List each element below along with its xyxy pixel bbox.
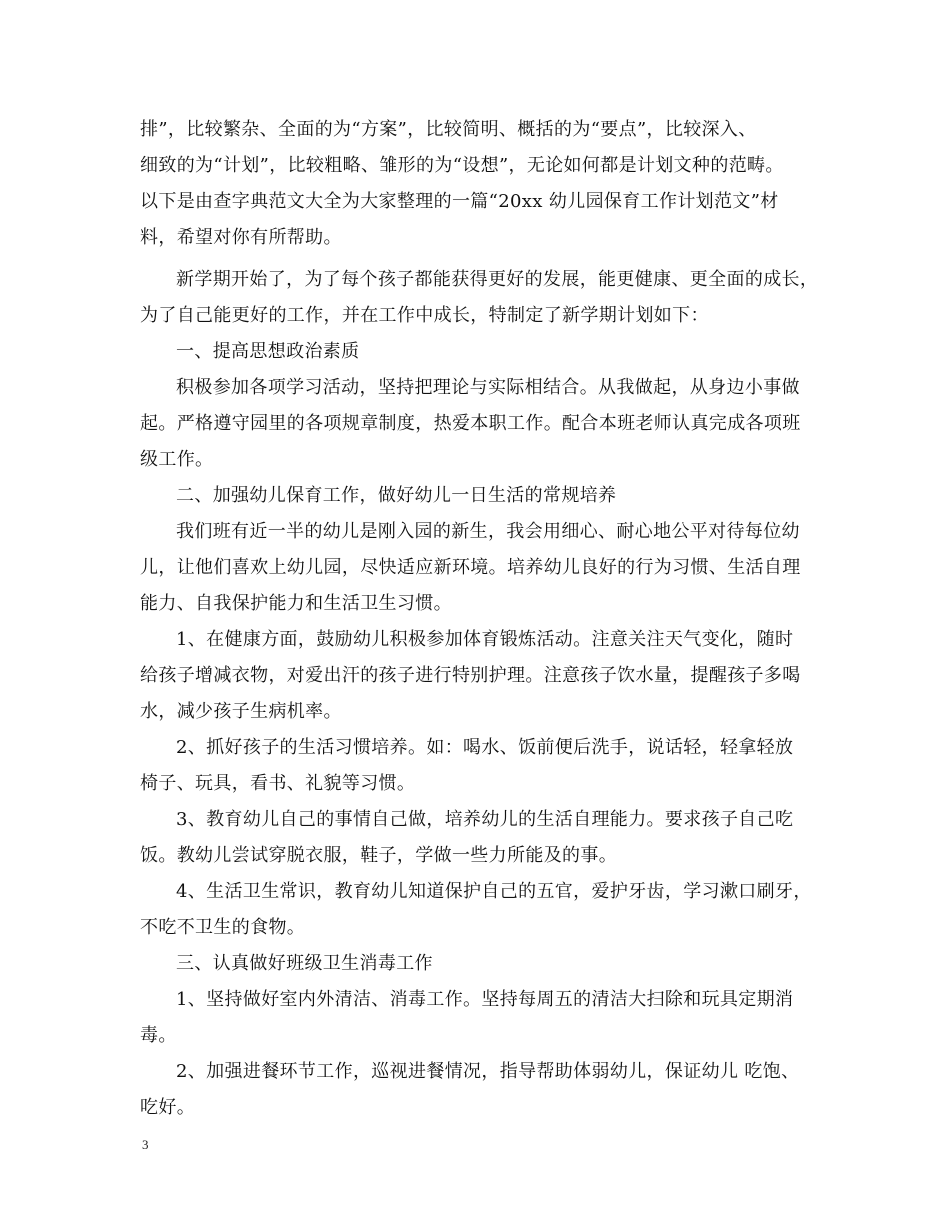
text-line: 给孩子增减衣物，对爱出汗的孩子进行特别护理。注意孩子饮水量，提醒孩子多喝	[140, 665, 801, 686]
text-line: 细致的为“计划”，比较粗略、雏形的为“设想”，无论如何都是计划文种的范畴。	[140, 155, 784, 176]
text-line: 我们班有近一半的幼儿是刚入园的新生，我会用细心、耐心地公平对待每位幼	[176, 521, 800, 542]
text-line: 吃好。	[140, 1097, 196, 1118]
body-text	[140, 112, 820, 1126]
section-heading: 二、加强幼儿保育工作，做好幼儿一日生活的常规培养	[176, 485, 617, 506]
section-heading: 一、提高思想政治素质	[176, 341, 360, 362]
text-line: 以下是由查字典范文大全为大家整理的一篇“20xx 幼儿园保育工作计划范文”材	[140, 191, 779, 212]
text-line: 水，减少孩子生病机率。	[140, 701, 342, 722]
text-line: 毒。	[140, 1025, 177, 1046]
text-line: 为了自己能更好的工作，并在工作中成长，特制定了新学期计划如下：	[140, 305, 709, 326]
text-line: 1、坚持做好室内外清洁、消毒工作。坚持每周五的清洁大扫除和玩具定期消	[176, 989, 794, 1010]
text-line: 4、生活卫生常识，教育幼儿知道保护自己的五官，爱护牙齿，学习漱口刷牙，	[176, 881, 812, 902]
text-line: 积极参加各项学习活动，坚持把理论与实际相结合。从我做起，从身边小事做	[176, 377, 800, 398]
text-line: 料，希望对你有所帮助。	[140, 227, 342, 248]
text-line: 2、抓好孩子的生活习惯培养。如：喝水、饭前便后洗手，说话轻，轻拿轻放	[176, 737, 794, 758]
text-line: 不吃不卫生的食物。	[140, 917, 306, 938]
text-line: 饭。教幼儿尝试穿脱衣服，鞋子，学做一些力所能及的事。	[140, 845, 618, 866]
text-line: 1、在健康方面，鼓励幼儿积极参加体育锻炼活动。注意关注天气变化，随时	[176, 629, 794, 650]
text-line: 2、加强进餐环节工作，巡视进餐情况，指导帮助体弱幼儿，保证幼儿 吃饱、	[176, 1061, 800, 1082]
text-line: 起。严格遵守园里的各项规章制度，热爱本职工作。配合本班老师认真完成各项班	[140, 413, 801, 434]
section-heading: 三、认真做好班级卫生消毒工作	[176, 953, 433, 974]
text-line: 3、教育幼儿自己的事情自己做，培养幼儿的生活自理能力。要求孩子自己吃	[176, 809, 794, 830]
text-line: 排”，比较繁杂、全面的为“方案”，比较简明、概括的为“要点”，比较深入、	[140, 119, 757, 140]
text-line: 儿，让他们喜欢上幼儿园，尽快适应新环境。培养幼儿良好的行为习惯、生活自理	[140, 557, 801, 578]
text-line: 能力、自我保护能力和生活卫生习惯。	[140, 593, 452, 614]
text-line: 新学期开始了，为了每个孩子都能获得更好的发展，能更健康、更全面的成长，	[176, 269, 819, 290]
text-line: 椅子、玩具，看书、礼貌等习惯。	[140, 773, 416, 794]
text-line: 级工作。	[140, 449, 214, 470]
page-number: 3	[142, 1137, 149, 1152]
